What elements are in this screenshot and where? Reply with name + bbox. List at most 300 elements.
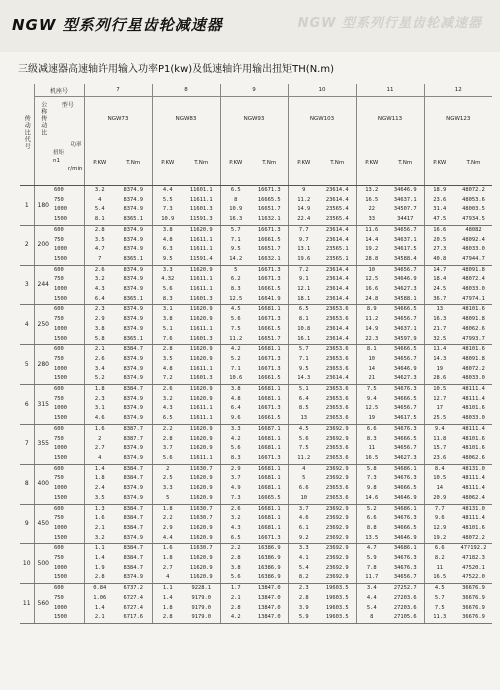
torque-value: 48072.2 — [455, 534, 492, 544]
power-value: 11.4 — [424, 345, 455, 355]
power-value: 13 — [424, 305, 455, 315]
nominal-ratio: 315 — [34, 385, 52, 425]
torque-value: 47993.7 — [455, 335, 492, 345]
torque-value: 23692.9 — [325, 435, 349, 442]
table-row — [20, 196, 492, 206]
nominal-ratio: 244 — [34, 265, 52, 305]
torque-value: 23653.6 — [325, 395, 349, 402]
input-speed: 750 — [54, 555, 64, 562]
power-value: 1.06 — [84, 594, 115, 604]
power-value: 16.5 — [424, 573, 455, 583]
power-torque-table — [20, 84, 492, 624]
table-row — [20, 464, 492, 474]
torque-value: 11611.1 — [189, 405, 213, 412]
torque-value: 6727.4 — [123, 604, 143, 611]
torque-value: 47934.5 — [455, 215, 492, 225]
power-value: 2.9 — [220, 464, 251, 474]
power-value: 5 — [288, 474, 319, 484]
power-value: 11.2 — [288, 196, 319, 206]
power-value: 25.5 — [424, 414, 455, 424]
torque-value: 8365.1 — [115, 255, 152, 265]
input-speed: 750 — [54, 435, 64, 442]
torque-value: 16651.7 — [257, 246, 281, 253]
power-value: 4 — [152, 573, 183, 583]
power-value: 24.5 — [424, 285, 455, 295]
torque-value: 34637.1 — [393, 236, 417, 243]
power-value: 13.2 — [356, 186, 387, 196]
power-value: 13 — [288, 414, 319, 424]
torque-value: 23565.1 — [325, 246, 349, 253]
torque-value: 48003.5 — [462, 206, 485, 213]
power-value: 2.1 — [84, 524, 115, 534]
power-value: 11 — [356, 444, 387, 454]
torque-value: 11620.9 — [189, 386, 213, 393]
input-speed: 750 — [54, 316, 64, 323]
input-speed: 750 — [54, 355, 64, 362]
torque-value: 48062.6 — [455, 454, 492, 464]
power-col-header: P.KW — [288, 140, 319, 186]
input-speed: 600 — [54, 346, 64, 353]
power-value: 4.3 — [220, 524, 251, 534]
power-value: 11.6 — [356, 225, 387, 235]
input-speed: 1000 — [54, 405, 67, 412]
power-value: 19 — [356, 414, 387, 424]
torque-value: 8374.9 — [115, 414, 152, 424]
power-value: 3.8 — [84, 325, 115, 335]
table-row — [20, 544, 492, 554]
power-value: 14.2 — [220, 255, 251, 265]
power-value: 15.7 — [424, 444, 455, 454]
torque-value: 8384.7 — [123, 545, 143, 552]
power-value: 8.1 — [288, 315, 319, 325]
input-speed: 600 — [54, 306, 64, 313]
torque-value: 11620.9 — [189, 475, 213, 482]
power-value: 3.8 — [220, 564, 251, 574]
table-row — [20, 494, 492, 504]
power-value: 3.2 — [220, 514, 251, 524]
torque-value: 16681.1 — [257, 524, 281, 531]
torque-value: 11611.1 — [183, 454, 220, 464]
torque-value: 11611.1 — [189, 246, 213, 253]
torque-value: 48111.4 — [462, 515, 485, 522]
power-value: 7.1 — [220, 365, 251, 375]
torque-value: 23614.4 — [325, 325, 349, 332]
table-row — [20, 404, 492, 414]
power-col-header: P.KW — [424, 140, 455, 186]
torque-value: 48091.8 — [462, 266, 485, 273]
torque-value: 34666.5 — [393, 306, 417, 313]
power-value: 3.7 — [288, 504, 319, 514]
table-row — [20, 315, 492, 325]
torque-value: 11620.9 — [189, 425, 213, 432]
torque-value: 8387.7 — [123, 425, 143, 432]
torque-value: 23692.9 — [325, 465, 349, 472]
torque-value: 34646.9 — [387, 534, 424, 544]
power-value: 12.5 — [356, 275, 387, 285]
torque-value: 48101.6 — [462, 306, 485, 313]
torque-value: 8384.7 — [123, 505, 143, 512]
torque-value: 8374.9 — [123, 236, 143, 243]
table-row — [20, 454, 492, 464]
power-value: 5.1 — [288, 385, 319, 395]
torque-value: 34656.7 — [393, 226, 417, 233]
input-speed: 1000 — [54, 325, 67, 332]
torque-value: 8374.9 — [123, 325, 143, 332]
input-speed: 1000 — [54, 365, 67, 372]
power-value: 2.6 — [84, 355, 115, 365]
torque-value: 8374.9 — [123, 485, 143, 492]
torque-value: 11620.9 — [189, 266, 213, 273]
power-value: 1.4 — [84, 604, 115, 614]
power-value: 2.6 — [84, 265, 115, 275]
power-value: 1.8 — [152, 554, 183, 564]
table-row — [20, 613, 492, 623]
power-value: 16.5 — [356, 454, 387, 464]
torque-value: 48033.0 — [455, 374, 492, 384]
power-value: 3.2 — [152, 395, 183, 405]
torque-value: 11601.3 — [189, 206, 213, 213]
torque-value: 8374.9 — [123, 206, 143, 213]
power-value: 10 — [356, 355, 387, 365]
power-value: 2.4 — [84, 484, 115, 494]
input-speed: 1500 — [52, 255, 84, 265]
power-value: 3.3 — [152, 265, 183, 275]
power-value: 7.3 — [220, 494, 251, 504]
torque-value: 16681.1 — [257, 386, 281, 393]
ratio-code: 5 — [20, 345, 34, 385]
input-speed: 1000 — [54, 564, 67, 571]
torque-value: 34676.3 — [393, 564, 417, 571]
torque-value: 23614.4 — [319, 374, 356, 384]
power-value: 2.2 — [152, 424, 183, 434]
table-row — [20, 295, 492, 305]
power-value: 8.1 — [84, 215, 115, 225]
power-value: 3.5 — [84, 494, 115, 504]
power-value: 2.1 — [220, 594, 251, 604]
input-speed: 1500 — [52, 613, 84, 623]
power-value: 36.7 — [424, 295, 455, 305]
power-value: 11.2 — [220, 335, 251, 345]
power-value: 23.6 — [424, 196, 455, 206]
power-value: 4.4 — [152, 186, 183, 196]
power-value: 5.4 — [356, 604, 387, 614]
torque-value: 16661.5 — [251, 374, 288, 384]
table-row — [20, 225, 492, 235]
torque-value: 19603.5 — [325, 585, 349, 592]
power-value: 1.8 — [152, 504, 183, 514]
input-speed: 1000 — [54, 206, 67, 213]
power-col-header: P.KW — [220, 140, 251, 186]
torque-value: 23653.6 — [325, 485, 349, 492]
nominal-ratio: 500 — [34, 544, 52, 584]
torque-value: 11611.1 — [189, 365, 213, 372]
torque-value: 8374.9 — [115, 534, 152, 544]
torque-value: 23614.4 — [325, 236, 349, 243]
torque-value: 34656.7 — [393, 405, 417, 412]
power-value: 5.6 — [152, 285, 183, 295]
input-speed: 600 — [54, 425, 64, 432]
power-value: 2.3 — [288, 584, 319, 594]
torque-value: 16671.3 — [257, 316, 281, 323]
torque-value: 48111.4 — [462, 395, 485, 402]
power-value: 16.3 — [220, 215, 251, 225]
power-value: 4.1 — [288, 554, 319, 564]
table-row — [20, 524, 492, 534]
torque-value: 16681.1 — [257, 515, 281, 522]
power-value: 10.9 — [220, 205, 251, 215]
input-speed: 1000 — [54, 485, 67, 492]
model-header: NGW103 — [288, 97, 356, 141]
torque-value: 34646.9 — [387, 494, 424, 504]
torque-value: 6727.4 — [123, 594, 143, 601]
torque-value: 8365.1 — [115, 335, 152, 345]
power-value: 8.8 — [356, 524, 387, 534]
table-row — [20, 474, 492, 484]
torque-value: 16681.1 — [257, 306, 281, 313]
power-value: 23.6 — [424, 454, 455, 464]
power-value: 4.8 — [152, 365, 183, 375]
power-value: 2.3 — [84, 305, 115, 315]
power-value: 4.4 — [356, 594, 387, 604]
power-value: 3.2 — [84, 534, 115, 544]
input-speed: 1500 — [52, 215, 84, 225]
power-value: 5.4 — [84, 205, 115, 215]
torque-value: 34676.3 — [393, 425, 417, 432]
power-value: 8.3 — [220, 285, 251, 295]
power-value: 2.7 — [84, 444, 115, 454]
power-value: 3.4 — [356, 584, 387, 594]
table-row — [20, 514, 492, 524]
torque-value: 34666.5 — [393, 395, 417, 402]
torque-value: 34666.5 — [393, 524, 417, 531]
power-value: 7.1 — [288, 355, 319, 365]
torque-value: 48101.6 — [462, 405, 485, 412]
torque-value: 23653.6 — [325, 386, 349, 393]
torque-value: 11611.1 — [189, 236, 213, 243]
power-value: 7.2 — [152, 374, 183, 384]
torque-value: 8374.9 — [123, 316, 143, 323]
power-value: 8.3 — [220, 454, 251, 464]
torque-value: 11620.9 — [183, 534, 220, 544]
power-value: 0.84 — [84, 584, 115, 594]
torque-value: 34666.5 — [393, 485, 417, 492]
power-value: 2.8 — [152, 345, 183, 355]
torque-value: 11620.9 — [189, 355, 213, 362]
power-value: 6.6 — [424, 544, 455, 554]
power-value: 14.9 — [356, 325, 387, 335]
table-row — [20, 285, 492, 295]
power-value: 3.2 — [84, 275, 115, 285]
input-speed: 1500 — [52, 374, 84, 384]
power-value: 47.5 — [424, 215, 455, 225]
torque-value: 34656.7 — [393, 316, 417, 323]
model-header: NGW73 — [84, 97, 152, 141]
torque-value: 48091.8 — [462, 316, 485, 323]
power-value: 2.8 — [220, 554, 251, 564]
torque-value: 34627.3 — [387, 454, 424, 464]
torque-value: 11620.9 — [189, 435, 213, 442]
table-row — [20, 534, 492, 544]
frame-header: 12 — [424, 84, 492, 97]
power-value: 3.3 — [288, 544, 319, 554]
torque-value: 16651.7 — [251, 335, 288, 345]
torque-value: 36676.9 — [462, 585, 485, 592]
torque-value: 34666.5 — [393, 435, 417, 442]
torque-value: 23692.9 — [325, 505, 349, 512]
power-value: 5.9 — [356, 554, 387, 564]
ratio-code: 8 — [20, 464, 34, 504]
torque-value: 13847.0 — [257, 594, 281, 601]
power-value: 8.2 — [424, 554, 455, 564]
ratio-code: 9 — [20, 504, 34, 544]
power-value: 4 — [288, 464, 319, 474]
torque-value: 11630.7 — [189, 515, 213, 522]
table-row — [20, 275, 492, 285]
power-value: 7 — [84, 255, 115, 265]
power-value: 5.8 — [356, 464, 387, 474]
power-value: 16.3 — [424, 315, 455, 325]
page-title: NGW 型系列行星齿轮减速器 — [12, 16, 223, 34]
power-value: 9.1 — [288, 275, 319, 285]
torque-value: 23653.6 — [319, 494, 356, 504]
power-value: 4.2 — [220, 613, 251, 623]
torque-value: 23692.9 — [325, 475, 349, 482]
power-value: 2.6 — [152, 385, 183, 395]
input-speed: 1000 — [54, 286, 67, 293]
bleed-through-title: NGW 型系列行星齿轮减速器 — [297, 16, 482, 31]
power-value: 9.8 — [356, 484, 387, 494]
n1-label: n1 — [53, 158, 60, 164]
torque-value: 34507.7 — [393, 206, 417, 213]
model-header: NGW93 — [220, 97, 288, 141]
table-row — [20, 245, 492, 255]
table-row — [20, 205, 492, 215]
power-value: 8.2 — [288, 573, 319, 583]
torque-value: 16661.5 — [257, 236, 281, 243]
torque-value: 16681.1 — [257, 445, 281, 452]
power-value: 3.2 — [84, 186, 115, 196]
table-row — [20, 604, 492, 614]
power-value: 6.6 — [356, 514, 387, 524]
table-row — [20, 484, 492, 494]
power-value: 21.7 — [424, 325, 455, 335]
power-value: 2.6 — [220, 504, 251, 514]
nominal-ratio: 560 — [34, 584, 52, 624]
nominal-ratio-label: 公称传动比 — [39, 101, 47, 136]
power-value: 11.7 — [356, 573, 387, 583]
input-speed: 1000 — [54, 246, 67, 253]
torque-value: 19603.5 — [319, 613, 356, 623]
torque-value: 11620.9 — [189, 485, 213, 492]
torque-value: 11620.9 — [189, 346, 213, 353]
power-value: 1.8 — [84, 474, 115, 484]
torque-value: 11620.9 — [189, 306, 213, 313]
torque-value: 11611.1 — [183, 414, 220, 424]
input-speed: 750 — [54, 475, 64, 482]
torque-value: 48072.2 — [462, 187, 485, 193]
ratio-code: 4 — [20, 305, 34, 345]
torque-label: 扭矩 — [53, 150, 65, 156]
nominal-ratio: 400 — [34, 464, 52, 504]
torque-value: 23614.4 — [325, 226, 349, 233]
power-value: 8.4 — [424, 464, 455, 474]
table-row — [20, 345, 492, 355]
torque-value: 34417 — [387, 215, 424, 225]
ratio-code: 7 — [20, 424, 34, 464]
torque-value: 11601.1 — [189, 187, 213, 193]
torque-value: 47944.7 — [455, 255, 492, 265]
torque-value: 11601.3 — [183, 374, 220, 384]
power-value: 9.7 — [288, 236, 319, 246]
torque-col-header: T.Nm — [183, 140, 220, 186]
power-value: 19.6 — [288, 255, 319, 265]
torque-value: 8384.7 — [123, 524, 143, 531]
power-value: 1.4 — [84, 464, 115, 474]
ratio-code: 1 — [20, 186, 34, 226]
power-value: 6.4 — [220, 404, 251, 414]
table-row — [20, 564, 492, 574]
power-value: 4.7 — [84, 245, 115, 255]
torque-value: 16671.3 — [257, 355, 281, 362]
power-value: 7.3 — [152, 205, 183, 215]
torque-value: 16641.9 — [251, 295, 288, 305]
power-value: 11 — [424, 564, 455, 574]
torque-value: 34646.9 — [393, 276, 417, 283]
power-value: 4.8 — [220, 395, 251, 405]
torque-value: 23692.9 — [325, 564, 349, 571]
torque-value: 13847.0 — [251, 613, 288, 623]
power-value: 2.9 — [84, 315, 115, 325]
power-value: 1.6 — [84, 514, 115, 524]
input-speed: 600 — [54, 226, 64, 233]
torque-value: 9179.0 — [183, 613, 220, 623]
power-value: 7.5 — [356, 385, 387, 395]
torque-value: 8384.7 — [123, 564, 143, 571]
power-value: 7.5 — [288, 444, 319, 454]
torque-value: 34676.3 — [393, 386, 417, 393]
torque-value: 23692.9 — [325, 524, 349, 531]
torque-value: 11620.9 — [189, 445, 213, 452]
power-value: 12.1 — [288, 285, 319, 295]
torque-value: 16681.1 — [257, 505, 281, 512]
torque-value: 11591.3 — [183, 215, 220, 225]
torque-value: 34588.4 — [387, 255, 424, 265]
torque-value: 16386.9 — [257, 555, 281, 562]
power-value: 18.1 — [288, 295, 319, 305]
power-value: 4.2 — [220, 435, 251, 445]
power-value: 19.2 — [424, 534, 455, 544]
power-value: 6.3 — [152, 245, 183, 255]
power-label: 功率 — [70, 142, 82, 148]
model-header: NGW123 — [424, 97, 492, 141]
power-value: 14.3 — [424, 355, 455, 365]
torque-value: 23653.6 — [325, 355, 349, 362]
torque-value: 48033.0 — [462, 286, 485, 293]
table-body — [20, 186, 492, 624]
power-value: 10.9 — [152, 215, 183, 225]
torque-value: 23614.4 — [325, 187, 349, 193]
power-value: 3.5 — [84, 236, 115, 246]
table-row — [20, 395, 492, 405]
power-value: 7.8 — [356, 564, 387, 574]
torque-value: 23653.6 — [325, 365, 349, 372]
torque-value: 8374.9 — [123, 286, 143, 293]
power-value: 4.5 — [288, 424, 319, 434]
table-row — [20, 335, 492, 345]
torque-value: 23653.6 — [325, 316, 349, 323]
input-speed: 750 — [54, 196, 64, 203]
torque-value: 16681.1 — [257, 475, 281, 482]
